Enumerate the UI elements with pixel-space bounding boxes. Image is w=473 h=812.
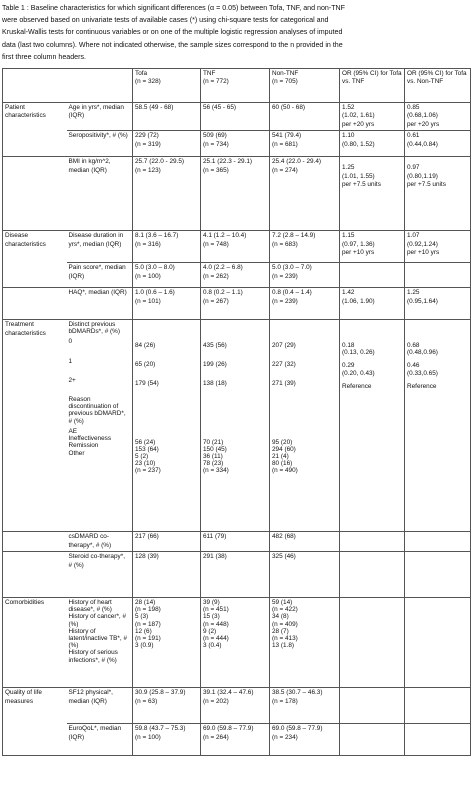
cell-nontnf: 325 (46) xyxy=(270,552,340,598)
header-or-tofa-nontnf: OR (95% CI) for Tofa vs. Non-TNF xyxy=(405,69,471,103)
cell-tnf: 611 (79) xyxy=(201,532,270,552)
cell-nontnf: 38.5 (30.7 – 46.3) (n = 178) xyxy=(270,688,340,724)
cell-or2 xyxy=(405,724,471,756)
table-row xyxy=(3,231,471,263)
section-empty xyxy=(3,552,67,598)
header-tnf: TNF (n = 772) xyxy=(201,69,270,103)
header-empty xyxy=(67,69,133,103)
table-row xyxy=(3,103,471,131)
cell-or2: 1.07 (0.92,1.24) per +10 yrs xyxy=(405,231,471,263)
row-label: Seropositivity*, # (%) xyxy=(67,131,133,157)
cell-or1: 1.25 (1.01, 1.55) per +7.5 units xyxy=(340,157,405,231)
table-row xyxy=(3,263,471,288)
caption-line: were observed based on univariate tests of available cases (*) using chi-square tests for categorical and xyxy=(2,16,329,25)
table-row xyxy=(3,288,471,320)
cell-tofa: 5.0 (3.0 – 8.0) (n = 100) xyxy=(133,263,201,288)
table-caption xyxy=(2,2,468,63)
row-label: Age in yrs*, median (IQR) xyxy=(67,103,133,131)
cell-or1 xyxy=(340,598,405,688)
section-empty xyxy=(3,532,67,552)
row-label: HAQ*, median (IQR) xyxy=(67,288,133,320)
caption-line: Table 1 : Baseline characteristics for which significant differences (α = 0.05) between Tofa, TNF, and non-TNF xyxy=(2,4,345,12)
cell-nontnf: 541 (79.4) (n = 681) xyxy=(270,131,340,157)
cell-nontnf: 60 (50 - 68) xyxy=(270,103,340,131)
cell-tnf: 69.0 (59.8 – 77.9) (n = 264) xyxy=(201,724,270,756)
cell-tnf: 56 (45 - 65) xyxy=(201,103,270,131)
cell-tofa: 217 (66) xyxy=(133,532,201,552)
row-label: Steroid co-therapy*, # (%) xyxy=(67,552,133,598)
row-label: SF12 physical*, median (IQR) xyxy=(67,688,133,724)
cell-tnf: 39 (9) (n = 451) 15 (3) (n = 448) 9 (2) (n = 444) 3 (0.4) xyxy=(201,598,270,688)
caption-line: data (last two columns). Where not indicated otherwise, the sample sizes correspond to the n provided in the xyxy=(2,40,343,49)
cell-tofa: 59.8 (43.7 – 75.3) (n = 100) xyxy=(133,724,201,756)
cell-or1 xyxy=(340,688,405,724)
cell-or1 xyxy=(340,724,405,756)
table-row xyxy=(3,157,471,231)
cell-tofa: 229 (72) (n = 319) xyxy=(133,131,201,157)
section-treatment: Treatment characteristics xyxy=(3,320,67,532)
cell-tnf: 39.1 (32.4 – 47.6) (n = 202) xyxy=(201,688,270,724)
cell-tofa: 8.1 (3.6 – 16.7) (n = 316) xyxy=(133,231,201,263)
cell-or1: 1.52 (1.02, 1.61) per +20 yrs xyxy=(340,103,405,131)
section-empty xyxy=(3,288,67,320)
row-label-bdmards: Distinct previous bDMARDs*, # (%) 0 1 2+ Reason discontinuation of previous bDMARD*, # (%) AE Ineffectiveness Remission Other xyxy=(67,320,133,532)
table-row xyxy=(3,598,471,688)
table-row xyxy=(3,532,471,552)
header-nontnf: Non-TNF (n = 705) xyxy=(270,69,340,103)
cell-nontnf: 0.8 (0.4 – 1.4) (n = 239) xyxy=(270,288,340,320)
cell-tofa: 58.5 (49 - 68) xyxy=(133,103,201,131)
cell-or1: 1.10 (0.80, 1.52) xyxy=(340,131,405,157)
cell-or2 xyxy=(405,263,471,288)
cell-or2: 1.25 (0.95,1.64) xyxy=(405,288,471,320)
row-label: Pain score*, median (IQR) xyxy=(67,263,133,288)
cell-tnf: 4.1 (1.2 – 10.4) (n = 748) xyxy=(201,231,270,263)
cell-tofa: 128 (39) xyxy=(133,552,201,598)
section-empty xyxy=(3,157,67,231)
table-row xyxy=(3,724,471,756)
row-label: Disease duration in yrs*, median (IQR) xyxy=(67,231,133,263)
cell-or2: 0.61 (0.44,0.84) xyxy=(405,131,471,157)
row-label: csDMARD co-therapy*, # (%) xyxy=(67,532,133,552)
section-comorbidities: Comorbidities xyxy=(3,598,67,688)
cell-or1 xyxy=(340,552,405,598)
cell-nontnf: 7.2 (2.8 – 14.9) (n = 683) xyxy=(270,231,340,263)
cell-nontnf: 5.0 (3.0 – 7.0) (n = 239) xyxy=(270,263,340,288)
cell-tofa: 28 (14) (n = 198) 5 (3) (n = 187) 12 (6) (n = 191) 3 (0.9) xyxy=(133,598,201,688)
table-header-row xyxy=(3,69,471,103)
cell-nontnf: 59 (14) (n = 422) 34 (8) (n = 409) 28 (7) (n = 413) 13 (1.8) xyxy=(270,598,340,688)
baseline-table xyxy=(2,68,471,756)
cell-nontnf: 482 (68) xyxy=(270,532,340,552)
table-row xyxy=(3,320,471,532)
cell-or2 xyxy=(405,552,471,598)
caption-line: Kruskal-Wallis tests for continuous variables or on one of the multiple logistic regression analyses of imputed xyxy=(2,28,343,37)
cell-tnf: 291 (38) xyxy=(201,552,270,598)
cell-tnf: 509 (69) (n = 734) xyxy=(201,131,270,157)
table-row xyxy=(3,552,471,598)
cell-nontnf: 25.4 (22.0 - 29.4) (n = 274) xyxy=(270,157,340,231)
cell-or2 xyxy=(405,688,471,724)
section-qol: Quality of life measures xyxy=(3,688,67,756)
cell-tofa: 1.0 (0.6 – 1.6) (n = 101) xyxy=(133,288,201,320)
cell-or2 xyxy=(405,598,471,688)
caption-line: first three column headers. xyxy=(2,52,86,61)
cell-tnf: 435 (56) 199 (26) 138 (18) 70 (21) 150 (45) 36 (11) 78 (23) (n = 334) xyxy=(201,320,270,532)
cell-tofa: 84 (26) 65 (20) 179 (54) 56 (24) 153 (64) 5 (2) 23 (10) (n = 237) xyxy=(133,320,201,532)
cell-tofa: 30.9 (25.8 – 37.9) (n = 63) xyxy=(133,688,201,724)
cell-or2 xyxy=(405,532,471,552)
header-or-tofa-tnf: OR (95% CI) for Tofa vs. TNF xyxy=(340,69,405,103)
cell-tnf: 4.0 (2.2 – 6.8) (n = 262) xyxy=(201,263,270,288)
cell-or2: 0.85 (0.68,1.06) per +20 yrs xyxy=(405,103,471,131)
cell-tnf: 25.1 (22.3 - 29.1) (n = 365) xyxy=(201,157,270,231)
row-label: EuroQoL*, median (IQR) xyxy=(67,724,133,756)
cell-or2: 0.68 (0.48,0.96) 0.46 (0.33,0.65) Reference xyxy=(405,320,471,532)
cell-or2: 0.97 (0.80,1.19) per +7.5 units xyxy=(405,157,471,231)
row-label-comorbidities: History of heart disease*, # (%) History of cancer*, # (%) History of latent/inactive TB*, # (%) History of serious infections*, # (%) xyxy=(67,598,133,688)
cell-or1: 1.42 (1.06, 1.90) xyxy=(340,288,405,320)
table-row xyxy=(3,688,471,724)
section-patient: Patient characteristics xyxy=(3,103,67,157)
cell-or1 xyxy=(340,532,405,552)
cell-or1 xyxy=(340,263,405,288)
cell-nontnf: 207 (29) 227 (32) 271 (39) 95 (20) 294 (60) 21 (4) 80 (16) (n = 490) xyxy=(270,320,340,532)
section-disease: Disease characteristics xyxy=(3,231,67,288)
cell-or1: 1.15 (0.97, 1.36) per +10 yrs xyxy=(340,231,405,263)
cell-tofa: 25.7 (22.0 - 29.5) (n = 123) xyxy=(133,157,201,231)
row-label: BMI in kg/m^2, median (IQR) xyxy=(67,157,133,231)
header-tofa: Tofa (n = 328) xyxy=(133,69,201,103)
cell-nontnf: 69.0 (59.8 – 77.9) (n = 234) xyxy=(270,724,340,756)
header-empty xyxy=(3,69,67,103)
cell-tnf: 0.8 (0.2 – 1.1) (n = 267) xyxy=(201,288,270,320)
table-row xyxy=(3,131,471,157)
cell-or1: 0.18 (0.13, 0.26) 0.29 (0.20, 0.43) Reference xyxy=(340,320,405,532)
